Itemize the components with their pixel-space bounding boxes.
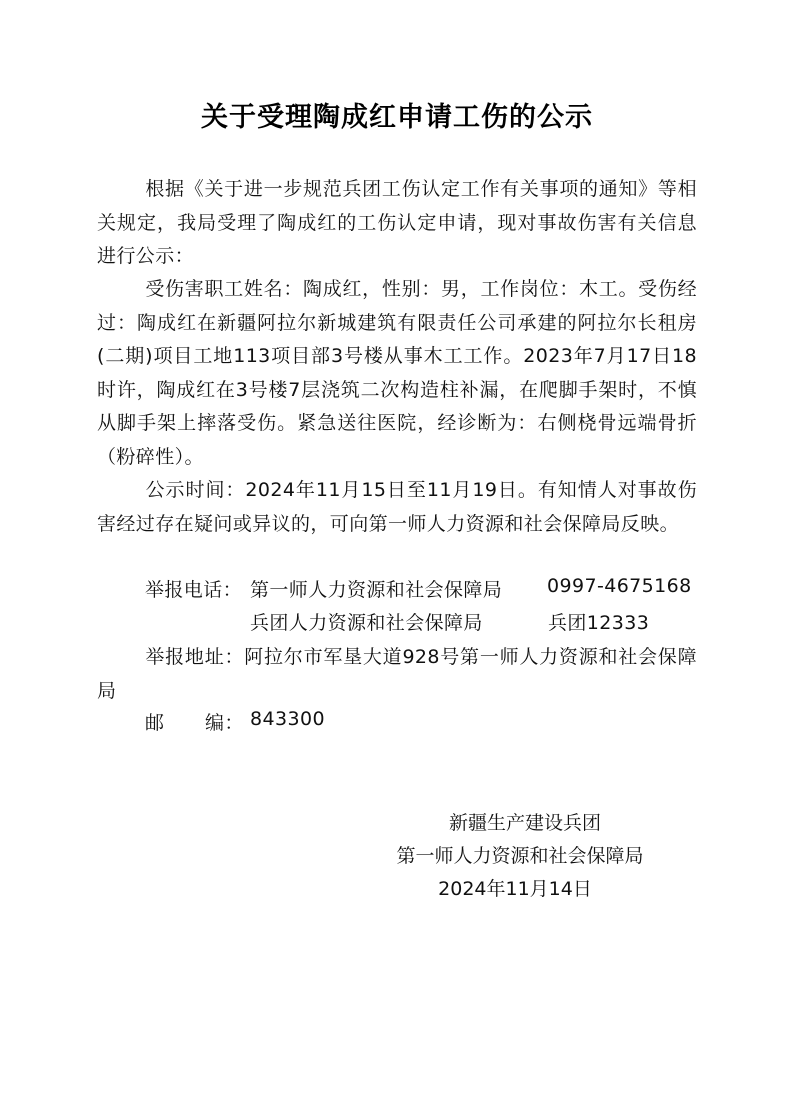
report-phone-org-2: 兵团人力资源和社会保障局 [250,612,483,634]
paragraph-publicity-period [97,474,697,541]
postcode-label-b: 编： [205,712,244,734]
signature-date: 2024年11月14日 [438,878,592,900]
paragraph-injury-text: 受伤害职工姓名：陶成红，性别：男，工作岗位：木工。受伤经过：陶成红在新疆阿拉尔新城建筑有限责任公司承建的阿拉尔长租房(二期)项目工地113项目部3号楼从事木工工作。2023年7月17日18时许，陶成红在3号楼7层浇筑二次构造柱补漏，在爬脚手架时，不慎从脚手架上摔落受伤。紧急送往医院，经诊断为：右侧桡骨远端骨折（粉碎性）。 [97,278,697,468]
report-address-value: 阿拉尔市军垦大道928号第一师人力资源和社会保障局 [97,646,697,702]
report-phone-number-1: 0997-4675168 [547,575,692,597]
signature-org-1: 新疆生产建设兵团 [448,812,601,834]
paragraph-publicity-text: 公示时间：2024年11月15日至11月19日。有知情人对事故伤害经过存在疑问或异议的，可向第一师人力资源和社会保障局反映。 [97,479,697,535]
page-title: 关于受理陶成红申请工伤的公示 [201,102,593,133]
report-phone-org-1: 第一师人力资源和社会保障局 [250,579,503,601]
report-phone-number-2: 兵团12333 [548,612,650,634]
report-address-label: 举报地址： [145,646,245,668]
paragraph-injury-details [97,273,697,475]
paragraph-basis [97,173,697,274]
report-phone-label: 举报电话： [145,579,243,601]
postcode-label-a: 邮 [145,712,165,734]
signature-org-2: 第一师人力资源和社会保障局 [396,845,644,867]
postcode-value: 843300 [250,708,325,730]
paragraph-basis-text: 根据《关于进一步规范兵团工伤认定工作有关事项的通知》等相关规定，我局受理了陶成红的工伤认定申请，现对事故伤害有关信息进行公示： [97,178,697,268]
report-address [97,641,697,708]
